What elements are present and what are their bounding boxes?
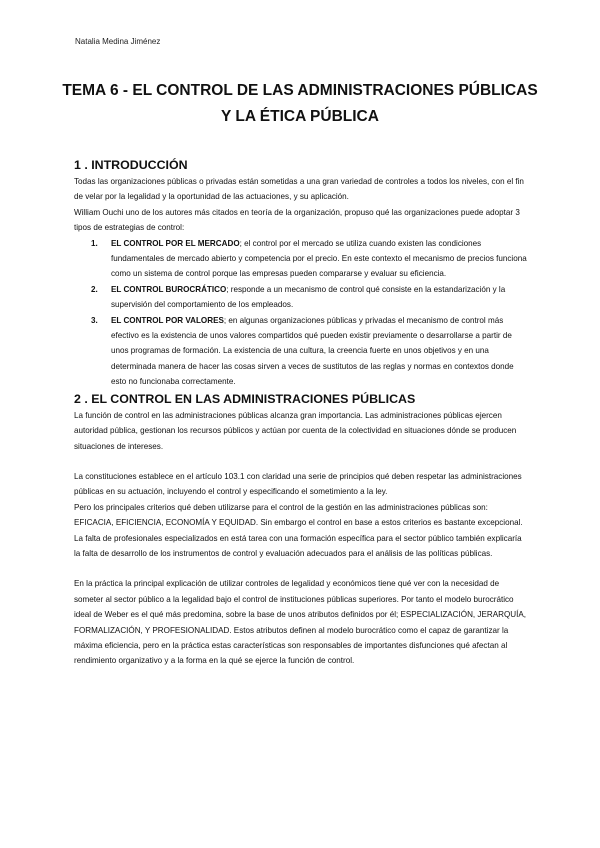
paragraph: La constituciones establece en el artículo 103.1 con claridad una serie de principios qué deben respetar las administraciones públicas en su actuación, incluyendo el control y especificando el sometimiento a la ley.	[74, 471, 522, 497]
paragraph-spacer	[74, 454, 528, 469]
header-author: Natalia Medina Jiménez	[75, 37, 161, 46]
paragraph: La función de control en las administraciones públicas alcanza gran importancia. Las administraciones públicas ejercen autoridad pública, gestionan los recursos públicos y actúan por cuenta de la colectividad en situaciones dónde se producen situaciones de intereses.	[74, 410, 517, 451]
paragraph-spacer	[74, 561, 528, 576]
list-item	[74, 236, 528, 282]
list-item-number: 2.	[91, 284, 98, 294]
list-item-number: 3.	[91, 315, 98, 325]
document-body	[74, 156, 528, 669]
paragraph: Pero los principales criterios qué deben utilizarse para el control de la gestión en las administraciones públicas son: EFICACIA, EFICIENCIA, ECONOMÍA Y EQUIDAD. Sin embargo el control en base a estos criterios es bastante excepcional. La falta de profesionales especializados en está tarea con una formación específica para el sector público también explicaría la falta de desarrollo de los instrumentos de control y evaluación adecuados para el análisis de las políticas públicas.	[74, 502, 523, 558]
list-item-term: EL CONTROL POR EL MERCADO	[111, 238, 240, 248]
paragraph: William Ouchi uno de los autores más citados en teoría de la organización, propuso qué las organizaciones puede adoptar 3 tipos de estrategias de control:	[74, 207, 520, 233]
list-item-term: EL CONTROL POR VALORES	[111, 315, 224, 325]
list-item	[74, 282, 528, 313]
list-item-text: ; en algunas organizaciones públicas y privadas el mecanismo de control más efectivo es la existencia de unos valores compartidos qué pueden existir previamente o desarrollarse a partir de unos programas de formación. La existencia de una cultura, la creencia fuerte en unos objetivos y en una determinada manera de hacer las cosas sirven a veces de sustitutos de las reglas y normas en contextos donde esto no funcionaba correctamente.	[111, 315, 514, 387]
section-heading-introduccion: 1 . INTRODUCCIÓN	[74, 158, 188, 172]
control-strategies-list	[74, 236, 528, 390]
paragraph: Todas las organizaciones públicas o privadas están sometidas a una gran variedad de controles a todos los niveles, con el fin de velar por la legalidad y la oportunidad de las actuaciones, y su aplicación.	[74, 177, 524, 202]
list-item-number: 1.	[91, 238, 98, 248]
section-heading-control: 2 . EL CONTROL EN LAS ADMINISTRACIONES PÚBLICAS	[74, 391, 416, 406]
list-item-text: ; el control por el mercado se utiliza cuando existen las condiciones fundamentales de mercado abierto y competencia por el precio. En este contexto el mecanismo de precios funciona como un sistema de control porque las empresas pueden compararse y evaluar su eficiencia.	[111, 238, 527, 279]
list-item-text: ; responde a un mecanismo de control qué consiste en la estandarización y la supervisión del comportamiento de los empleados.	[111, 284, 506, 310]
list-item-term: EL CONTROL BUROCRÁTICO	[111, 284, 227, 294]
list-item	[74, 313, 528, 390]
page-title: TEMA 6 - EL CONTROL DE LAS ADMINISTRACIONES PÚBLICAS Y LA ÉTICA PÚBLICA	[62, 82, 538, 125]
paragraph: En la práctica la principal explicación de utilizar controles de legalidad y económicos tiene qué ver con la necesidad de someter al sector público a la legalidad bajo el control de instituciones públicas superiores. Por tanto el modelo burocrático ideal de Weber es el qué más predomina, sobre la base de unos atributos definidos por él; ESPECIALIZACIÓN, JERARQUÍA, FORMALIZACIÓN, Y PROFESIONALIDAD. Estos atributos definen al modelo burocrático como el capaz de garantizar la máxima eficiencia, pero en la práctica estas características son responsables de importantes disfunciones qué afectan al rendimiento organizativo y a la forma en la qué se ejerce la función de control.	[74, 579, 526, 666]
